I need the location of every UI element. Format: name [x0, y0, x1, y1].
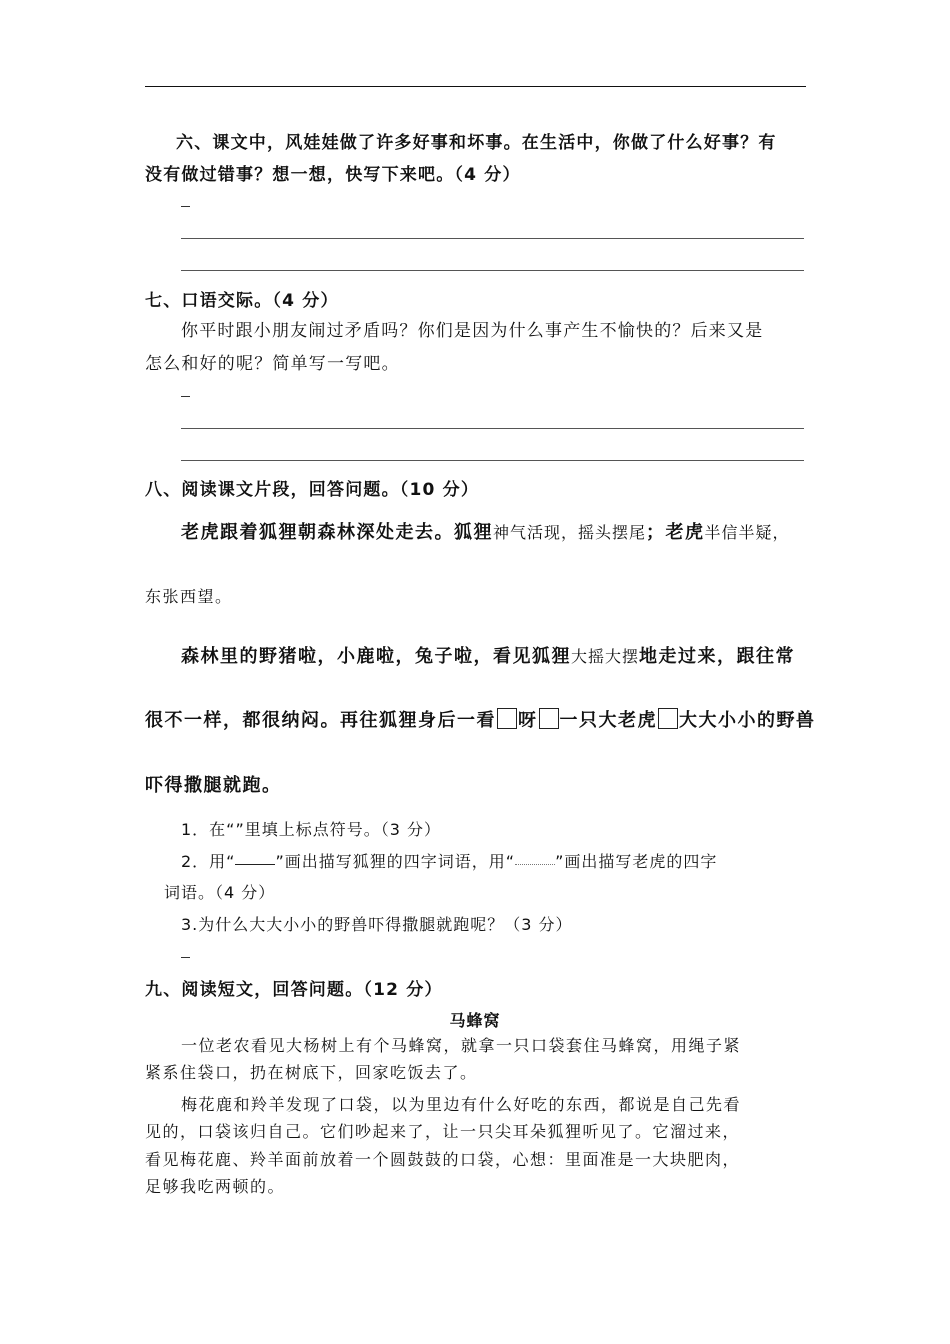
q8-p2-b: 大摇大摆 — [571, 647, 640, 666]
article-title: 马蜂窝 — [449, 1011, 501, 1030]
q8-p1-d: 半信半疑， — [704, 523, 790, 542]
q8-passage-line1 — [181, 518, 790, 544]
q7-dash — [181, 396, 190, 397]
q7-answer-line-2[interactable] — [181, 460, 804, 461]
q8-p3-c: 一只大老虎 — [559, 710, 657, 731]
q8-passage-line2 — [181, 642, 795, 668]
q8-p3-d: 大大小小的野兽 — [679, 710, 816, 731]
q7-line2: 怎么和好的呢？简单写一写吧。 — [145, 354, 400, 374]
q6-answer-line-1[interactable] — [181, 238, 804, 239]
q6-dash — [181, 206, 190, 207]
q8-p1-c: ；老虎 — [646, 522, 705, 543]
q8-s2-d: 词语。（4 分） — [164, 883, 276, 902]
q8-p1-b: 神气活现，摇头摆尾 — [493, 523, 647, 542]
q7-title: 七、口语交际。（4 分） — [145, 291, 339, 311]
article-line-2: 紧系住袋口，扔在树底下，回家吃饭去了。 — [145, 1063, 478, 1082]
q8-p4: 吓得撒腿就跑。 — [145, 775, 282, 796]
q8-p1-e: 东张西望。 — [145, 587, 233, 606]
q8-dash — [181, 957, 190, 958]
q8-s2-b: ”画出描写狐狸的四字词语，用“ — [275, 852, 516, 871]
q7-answer-line-1[interactable] — [181, 428, 804, 429]
wavy-underline-sample — [515, 852, 555, 865]
q6-answer-line-2[interactable] — [181, 270, 804, 271]
q6-line1: 六、课文中，风娃娃做了许多好事和坏事。在生活中，你做了什么好事？有 — [176, 133, 777, 153]
q8-p3-a: 很不一样，都很纳闷。再往狐狸身后一看 — [145, 710, 496, 731]
q8-p2-c: 地走过来，跟往常 — [639, 646, 796, 667]
q8-passage-line3 — [145, 706, 816, 732]
article-line-5: 看见梅花鹿、羚羊面前放着一个圆鼓鼓的口袋，心想：里面准是一大块肥肉， — [145, 1150, 741, 1169]
article-line-3: 梅花鹿和羚羊发现了口袋，以为里边有什么好吃的东西，都说是自己先看 — [181, 1095, 742, 1114]
q8-sub2-line — [181, 849, 717, 872]
q8-sub1: 1．在“”里填上标点符号。（3 分） — [181, 820, 442, 839]
top-rule — [145, 86, 806, 87]
article-line-1: 一位老农看见大杨树上有个马蜂窝，就拿一只口袋套住马蜂窝，用绳子紧 — [181, 1036, 742, 1055]
punctuation-box-2[interactable] — [539, 708, 559, 729]
q8-title: 八、阅读课文片段，回答问题。（10 分） — [145, 480, 480, 500]
q6-line2: 没有做过错事？想一想，快写下来吧。（4 分） — [145, 165, 521, 185]
article-line-6: 足够我吃两顿的。 — [145, 1177, 286, 1196]
q9-title: 九、阅读短文，回答问题。（12 分） — [145, 980, 443, 1000]
q8-s2-a: 2．用“ — [181, 852, 236, 871]
punctuation-box-1[interactable] — [497, 708, 517, 729]
straight-underline-sample — [235, 852, 275, 865]
q8-s2-c: ”画出描写老虎的四字 — [555, 852, 718, 871]
q8-p1-a: 老虎跟着狐狸朝森林深处走去。狐狸 — [181, 522, 493, 543]
q8-p2-a: 森林里的野猪啦，小鹿啦，兔子啦，看见狐狸 — [181, 646, 571, 667]
q8-sub3: 3.为什么大大小小的野兽吓得撒腿就跑呢？（3 分） — [181, 915, 573, 934]
q8-p3-b: 呀 — [518, 710, 538, 731]
article-line-4: 见的，口袋该归自己。它们吵起来了，让一只尖耳朵狐狸听见了。它溜过来， — [145, 1122, 741, 1141]
punctuation-box-3[interactable] — [658, 708, 678, 729]
q7-line1: 你平时跟小朋友闹过矛盾吗？你们是因为什么事产生不愉快的？后来又是 — [181, 321, 764, 341]
